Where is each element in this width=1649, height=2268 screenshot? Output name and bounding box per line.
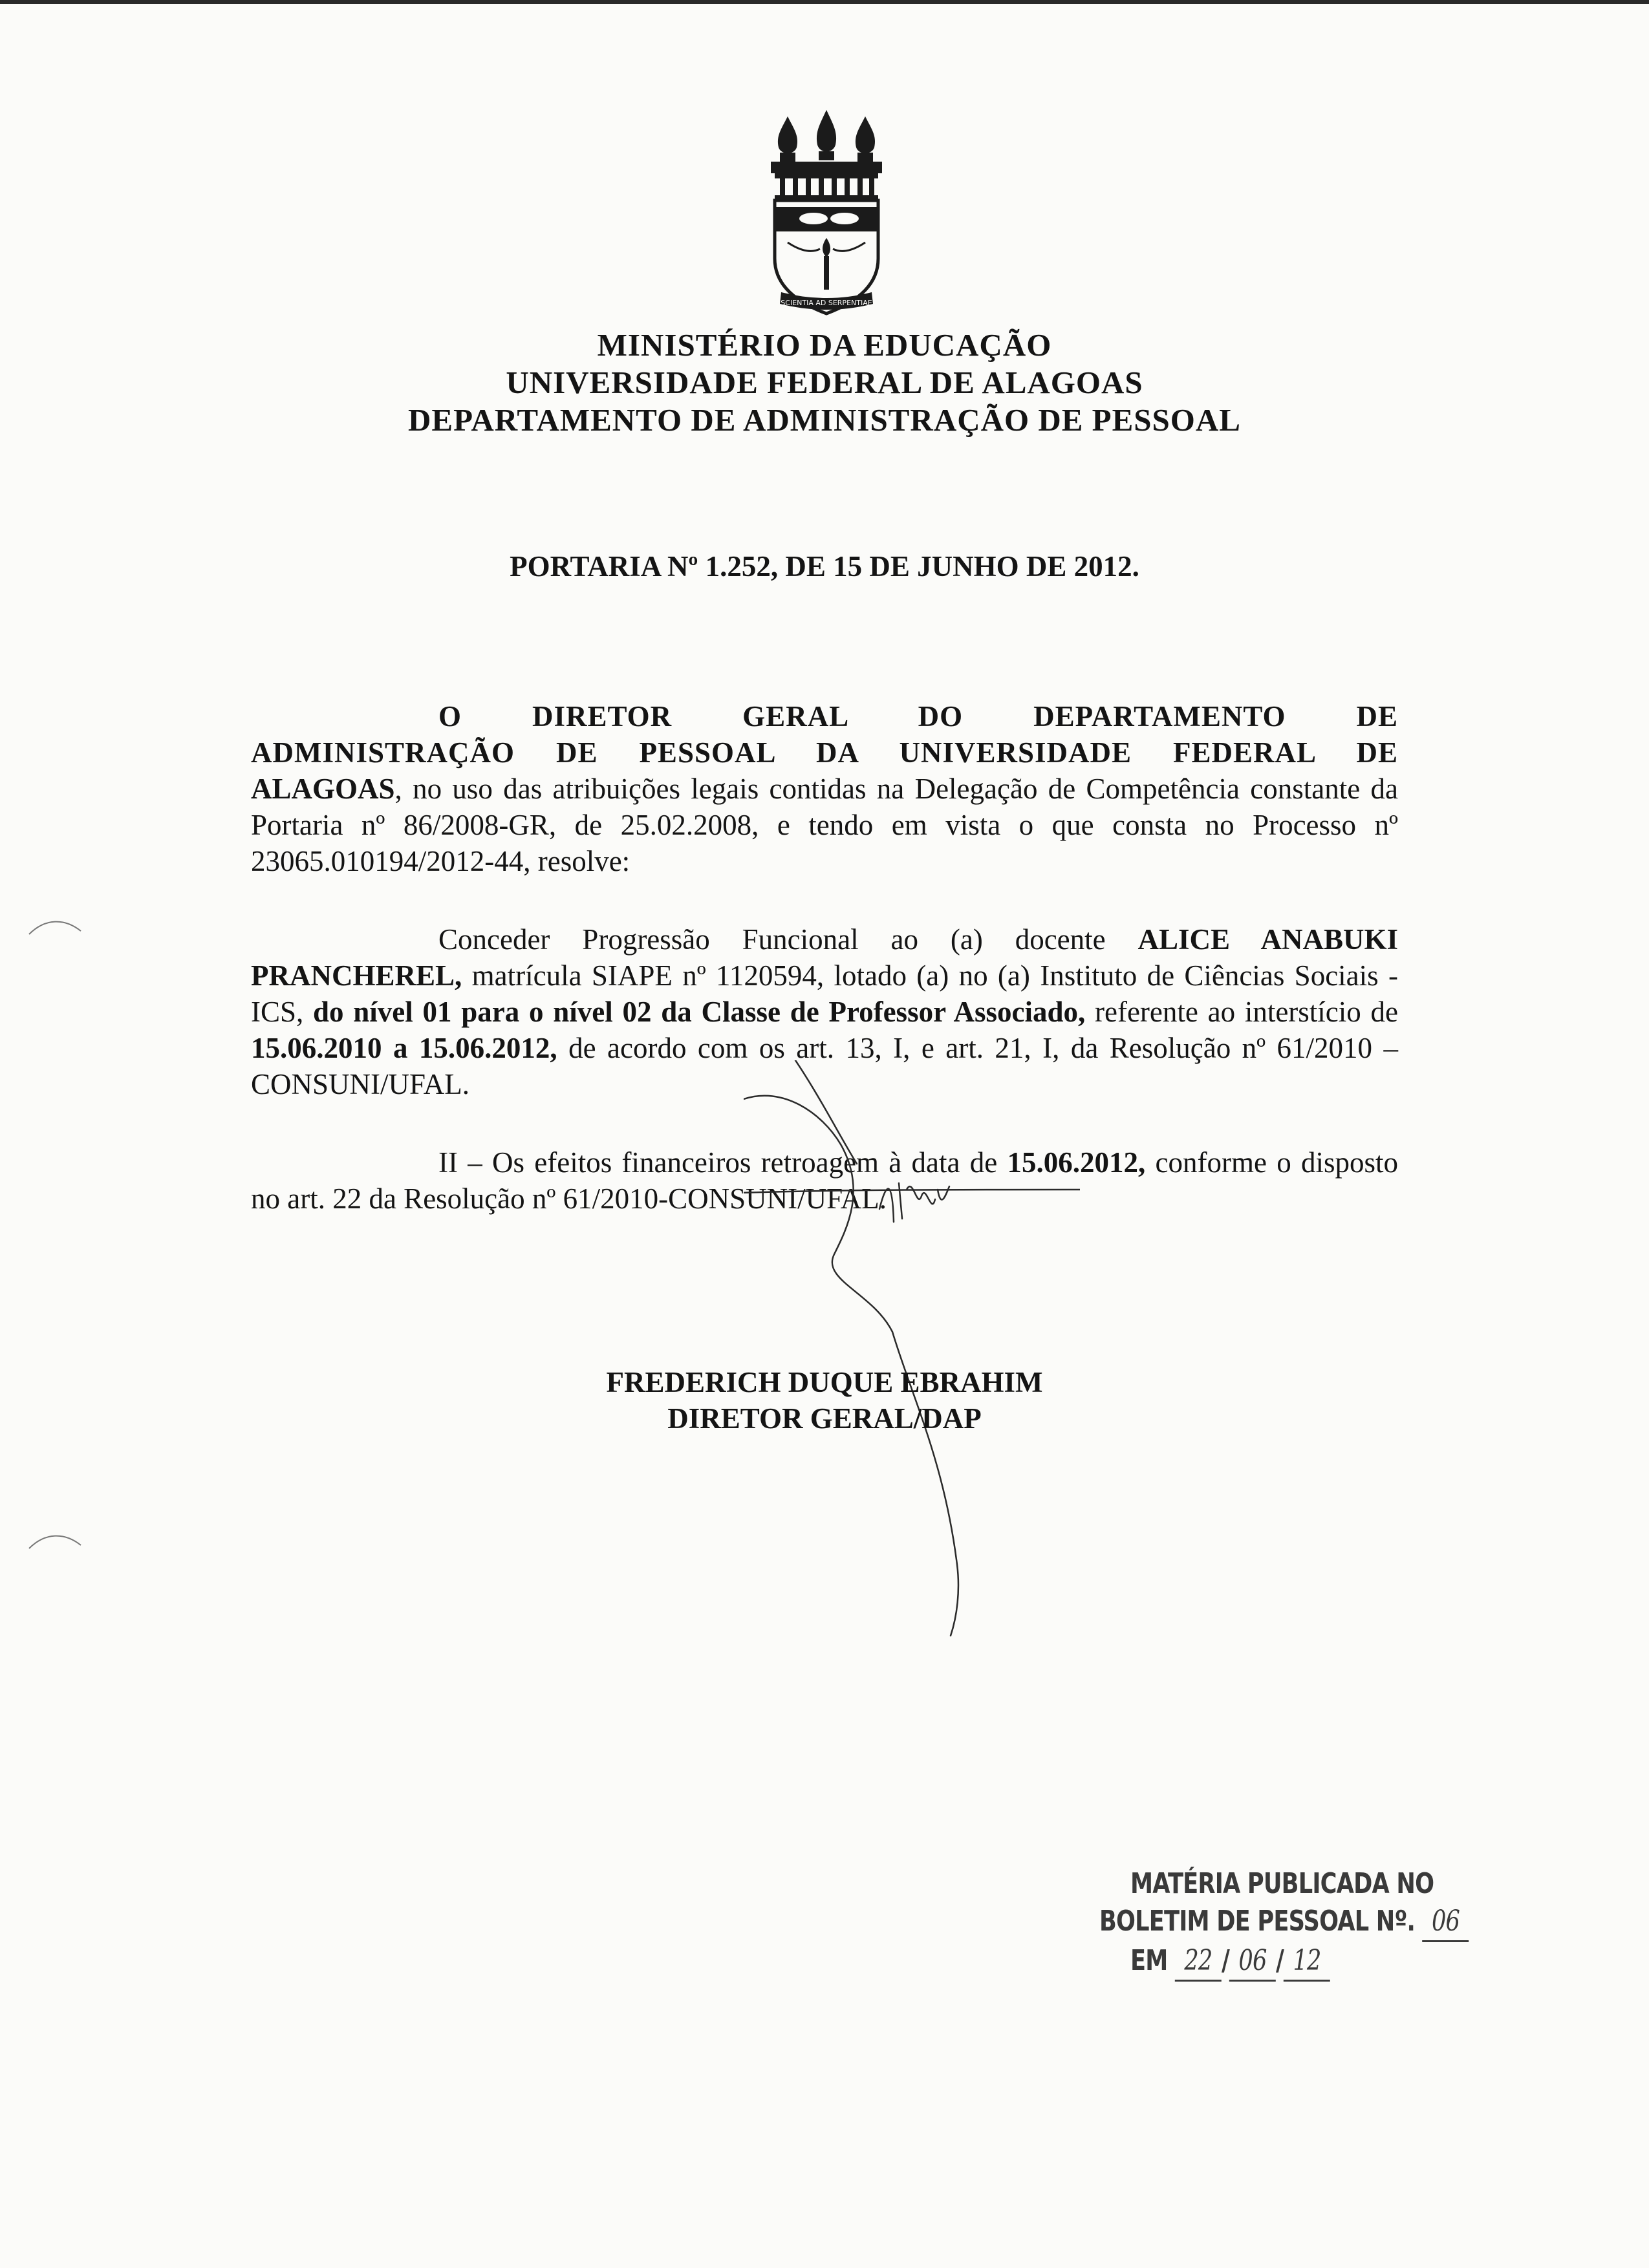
article-1-ref: referente ao interstício de bbox=[1085, 996, 1398, 1028]
article-1-lead: Conceder Progressão Funcional ao (a) docente bbox=[438, 923, 1138, 956]
interstice-period: 15.06.2010 a 15.06.2012, bbox=[251, 1032, 557, 1064]
punch-hole-mark bbox=[26, 1532, 84, 1552]
authority-line-1: O DIRETOR GERAL DO DEPARTAMENTO DE bbox=[438, 700, 1398, 733]
stamp-line-3: EM 22 / 06 / 12 bbox=[1099, 1942, 1410, 1982]
stamp-bulletin-label: BOLETIM DE PESSOAL Nº. bbox=[1099, 1905, 1416, 1938]
preamble-paragraph bbox=[251, 698, 1398, 879]
stamp-line-2 bbox=[1099, 1903, 1460, 1942]
university-crest-logo bbox=[762, 110, 891, 323]
handwritten-signature bbox=[744, 1060, 1080, 1642]
stamp-date-label: EM bbox=[1130, 1944, 1168, 1977]
preamble-text: , no uso das atribuições legais contidas na Delegação de Competência constante da Portaria nº 86/2008-GR, de 25.02.2008, e tendo em vista o que consta no Processo nº 23065.010194/2012-44, resolve: bbox=[251, 773, 1398, 877]
progression-level: do nível 01 para o nível 02 da Classe de Professor Associado, bbox=[313, 996, 1086, 1028]
university-name: UNIVERSIDADE FEDERAL DE ALAGOAS bbox=[506, 365, 1143, 400]
signatory-block bbox=[0, 1364, 1649, 1437]
article-2-tail: conforme o disposto no art. 22 da Resolução nº 61/2010-CONSUNI/UFAL. bbox=[251, 1146, 1398, 1215]
ministry-name: MINISTÉRIO DA EDUCAÇÃO bbox=[597, 327, 1052, 363]
article-1-tail: de acordo com os art. 13, I, e art. 21, I, da Resolução nº 61/2010 – CONSUNI/UFAL. bbox=[251, 1032, 1398, 1100]
stamp-line-1: MATÉRIA PUBLICADA NO bbox=[1130, 1867, 1434, 1900]
signatory-role: DIRETOR GERAL/DAP bbox=[667, 1402, 982, 1435]
stamp-year: 12 bbox=[1284, 1942, 1330, 1982]
crest-motto: SCIENTIA AD SERPENTIAE bbox=[781, 299, 872, 307]
department-name: DEPARTAMENTO DE ADMINISTRAÇÃO DE PESSOAL bbox=[408, 402, 1241, 438]
stamp-month: 06 bbox=[1229, 1942, 1276, 1982]
stamp-bulletin-number: 06 bbox=[1423, 1903, 1469, 1942]
publication-stamp bbox=[1099, 1865, 1460, 1982]
stamp-day: 22 bbox=[1175, 1942, 1222, 1982]
signatory-name: FREDERICH DUQUE EBRAHIM bbox=[606, 1366, 1043, 1398]
authority-line-2: ADMINISTRAÇÃO DE PESSOAL DA UNIVERSIDADE FEDERAL DE bbox=[251, 736, 1398, 769]
punch-hole-mark bbox=[26, 918, 84, 937]
scan-top-edge bbox=[0, 0, 1649, 4]
document-title: PORTARIA Nº 1.252, DE 15 DE JUNHO DE 2012. bbox=[510, 550, 1139, 583]
document-header bbox=[0, 326, 1649, 439]
retroactive-date: 15.06.2012, bbox=[1007, 1146, 1146, 1179]
authority-line-3: ALAGOAS bbox=[251, 773, 395, 805]
article-2-lead: II – Os efeitos financeiros retroagem à data de bbox=[438, 1146, 1008, 1179]
article-1-mid: matrícula SIAPE nº 1120594, lotado (a) no (a) Instituto de Ciências Sociais - ICS, bbox=[251, 959, 1398, 1028]
docente-name: ALICE ANABUKI PRANCHEREL, bbox=[251, 923, 1398, 992]
